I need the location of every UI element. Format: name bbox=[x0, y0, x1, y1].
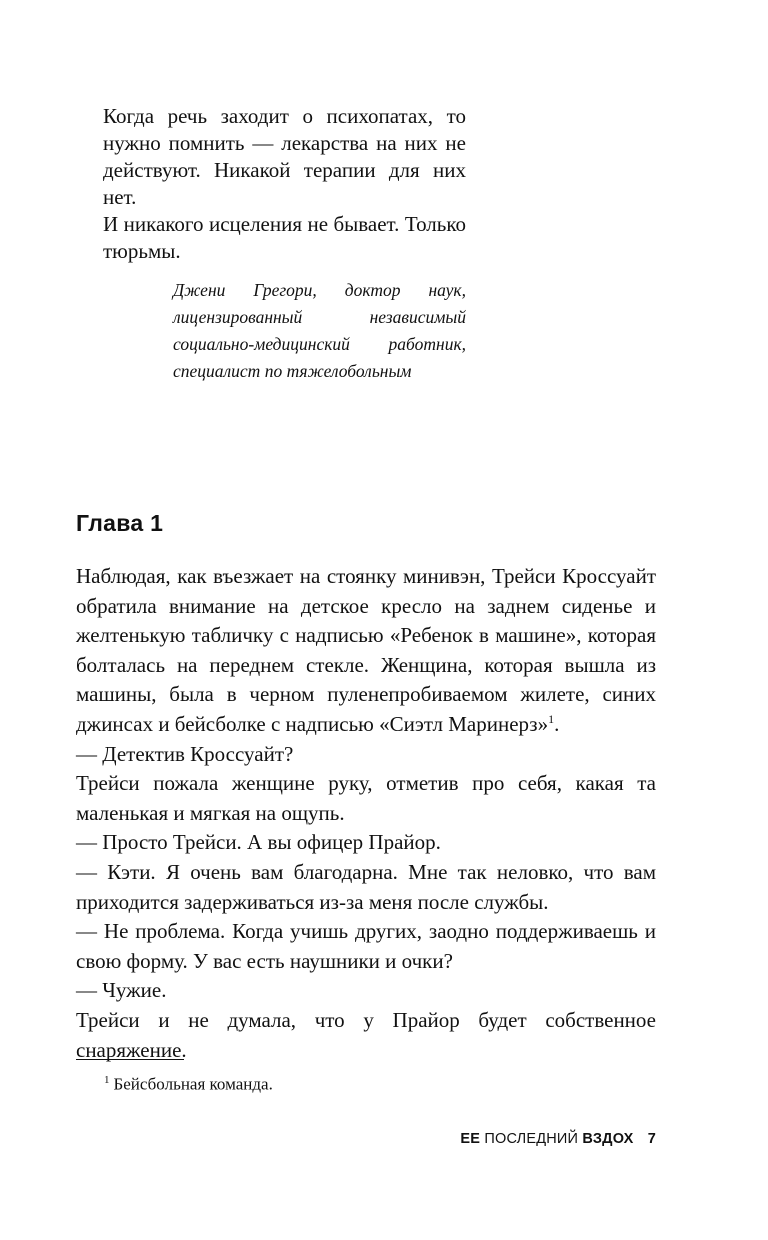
epigraph-quote bbox=[103, 103, 466, 265]
paragraph-text: Наблюдая, как въезжает на стоянку минивэн, Трейси Кроссуайт обратила внимание на детское кресло на заднем сиденье и желтенькую табличку с надписью «Ребенок в машине», которая болталась на переднем стекле. Женщина, которая вышла из машины, была в черном пуленепробиваемом жилете, синих джинсах и бейсболке с надписью «Сиэтл Маринерз» bbox=[76, 564, 656, 736]
epigraph-line: Когда речь заходит о психопатах, то bbox=[103, 104, 466, 128]
chapter-body bbox=[76, 562, 656, 1065]
running-footer bbox=[460, 1130, 656, 1148]
footer-title-part: ВЗДОХ bbox=[582, 1131, 634, 1147]
epigraph-attribution: Джени Грегори, доктор наук, лицензированный независимый социально-медицинский работник, специалист по тяжелобольным bbox=[173, 280, 466, 381]
body-paragraph: Трейси и не думала, что у Прайор будет собственное снаряжение. bbox=[76, 1007, 656, 1062]
page-number: 7 bbox=[647, 1131, 656, 1147]
footnote-divider bbox=[76, 1059, 184, 1060]
dialog-line: — Детектив Кроссуайт? bbox=[76, 741, 294, 766]
footer-title-part: ЕЕ bbox=[460, 1131, 481, 1147]
body-paragraph bbox=[76, 562, 656, 740]
dialog-line: — Чужие. bbox=[76, 978, 167, 1003]
epigraph-line: И никакого исцеления не бывает. Только bbox=[103, 212, 466, 236]
footnote bbox=[104, 1069, 273, 1096]
body-paragraph: Трейси пожала женщине руку, отметив про себя, какая та маленькая и мягкая на ощупь. bbox=[76, 771, 656, 825]
paragraph-end: . bbox=[554, 711, 560, 736]
chapter-title: Глава 1 bbox=[76, 510, 164, 536]
epigraph-line: тюрьмы. bbox=[103, 239, 181, 263]
dialog-line: — Кэти. Я очень вам благодарна. Мне так неловко, что вам приходится задерживаться из-за меня после службы. bbox=[76, 859, 656, 914]
epigraph-line: действуют. Никакой терапии для них нет. bbox=[103, 158, 466, 209]
dialog-line: — Не проблема. Когда учишь других, заодно поддерживаешь и свою форму. У вас есть наушники и очки? bbox=[76, 919, 656, 973]
epigraph-line: нужно помнить — лекарства на них не bbox=[103, 131, 466, 155]
epigraph bbox=[103, 103, 466, 385]
footnote-text: Бейсбольная команда. bbox=[113, 1074, 273, 1094]
footnote-reference[interactable]: 1 bbox=[548, 711, 555, 726]
footer-title-part: ПОСЛЕДНИЙ bbox=[484, 1131, 579, 1147]
footnote-marker: 1 bbox=[104, 1074, 110, 1086]
dialog-line: — Просто Трейси. А вы офицер Прайор. bbox=[76, 830, 441, 855]
